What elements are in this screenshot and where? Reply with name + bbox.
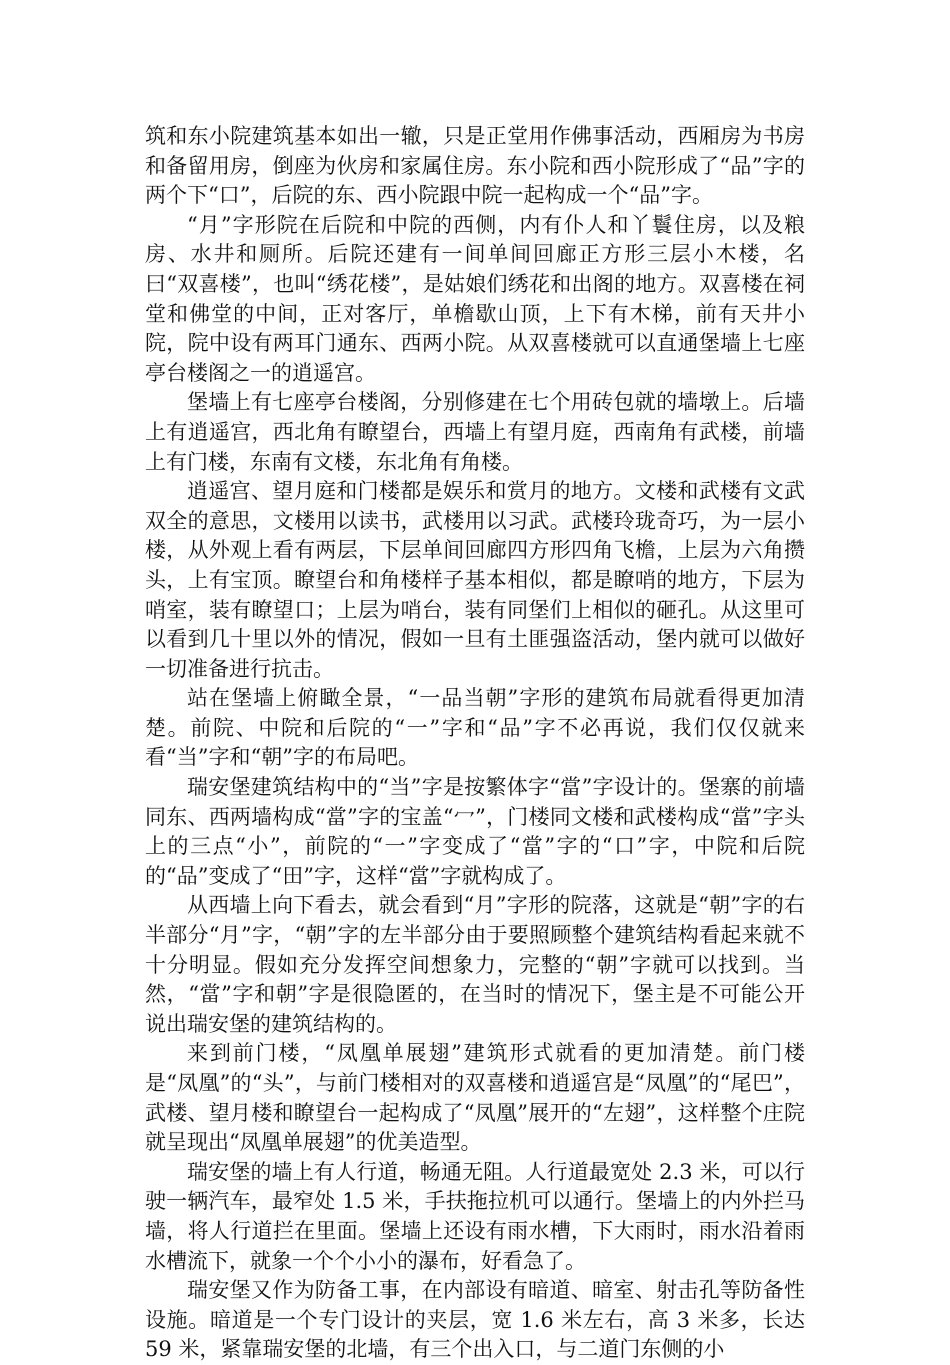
- paragraph-8: 来到前门楼，“凤凰单展翅”建筑形式就看的更加清楚。前门楼是“凤凰”的“头”，与前门楼相对的双喜楼和逍遥宫是“凤凰”的“尾巴”，武楼、望月楼和瞭望台一起构成了“凤凰”展开的“左翅”，这样整个庄院就呈现出“凤凰单展翅”的优美造型。: [145, 1041, 805, 1155]
- paragraph-7: 从西墙上向下看去，就会看到“月”字形的院落，这就是“朝”字的右半部分“月”字，“朝”字的左半部分由于要照顾整个建筑结构看起来就不十分明显。假如充分发挥空间想象力，完整的“朝”字就可以找到。当然，“當”字和朝”字是很隐匿的，在当时的情况下，堡主是不可能公开说出瑞安堡的建筑结构的。: [145, 893, 805, 1036]
- paragraph-6: 瑞安堡建筑结构中的“当”字是按繁体字“當”字设计的。堡寨的前墙同东、西两墙构成“當”字的宝盖“冖”，门楼同文楼和武楼构成“當”字头上的三点“小”，前院的“一”字变成了“當”字的“口”字，中院和后院的“品”变成了“田”字，这样“當”字就构成了。: [145, 775, 805, 888]
- document-body: [145, 122, 805, 1365]
- paragraph-1: 筑和东小院建筑基本如出一辙，只是正堂用作佛事活动，西厢房为书房和备留用房，倒座为伙房和家属住房。东小院和西小院形成了“品”字的两个下“口”，后院的东、西小院跟中院一起构成一个“品”字。: [145, 124, 805, 208]
- paragraph-9: 瑞安堡的墙上有人行道，畅通无阻。人行道最宽处 2.3 米，可以行驶一辆汽车，最窄处 1.5 米，手扶拖拉机可以通行。堡墙上的内外拦马墙，将人行道拦在里面。堡墙上还设有雨水槽，下大雨时，雨水沿着雨水槽流下，就象一个个小小的瀑布，好看急了。: [145, 1159, 805, 1273]
- paragraph-3: 堡墙上有七座亭台楼阁，分别修建在七个用砖包就的墙墩上。后墙上有逍遥宫，西北角有瞭望台，西墙上有望月庭，西南角有武楼，前墙上有门楼，东南有文楼，东北角有角楼。: [145, 390, 805, 474]
- paragraph-2: “月”字形院在后院和中院的西侧，内有仆人和丫鬟住房，以及粮房、水井和厕所。后院还建有一间单间回廊正方形三层小木楼，名曰“双喜楼”，也叫“绣花楼”，是姑娘们绣花和出阁的地方。双喜楼在祠堂和佛堂的中间，正对客厅，单檐歇山顶，上下有木梯，前有天井小院，院中设有两耳门通东、西两小院。从双喜楼就可以直通堡墙上七座亭台楼阁之一的逍遥宫。: [145, 212, 805, 385]
- paragraph-4: 逍遥宫、望月庭和门楼都是娱乐和赏月的地方。文楼和武楼有文武双全的意思，文楼用以读书，武楼用以习武。武楼玲珑奇巧，为一层小楼，从外观上看有两层，下层单间回廊四方形四角飞檐，上层为六角攒头，上有宝顶。瞭望台和角楼样子基本相似，都是瞭哨的地方，下层为哨室，装有瞭望口；上层为哨台，装有同堡们上相似的砸孔。从这里可以看到几十里以外的情况，假如一旦有土匪强盗活动，堡内就可以做好一切准备进行抗击。: [145, 479, 805, 681]
- paragraph-10: 瑞安堡又作为防备工事，在内部设有暗道、暗室、射击孔等防备性设施。暗道是一个专门设计的夹层，宽 1.6 米左右，高 3 米多，长达 59 米，紧靠瑞安堡的北墙，有三个出入口，与二道门东侧的小: [145, 1278, 805, 1362]
- paragraph-5: 站在堡墙上俯瞰全景，“一品当朝”字形的建筑布局就看得更加清楚。前院、中院和后院的“一”字和“品”字不必再说，我们仅仅就来看“当”字和“朝”字的布局吧。: [145, 686, 805, 770]
